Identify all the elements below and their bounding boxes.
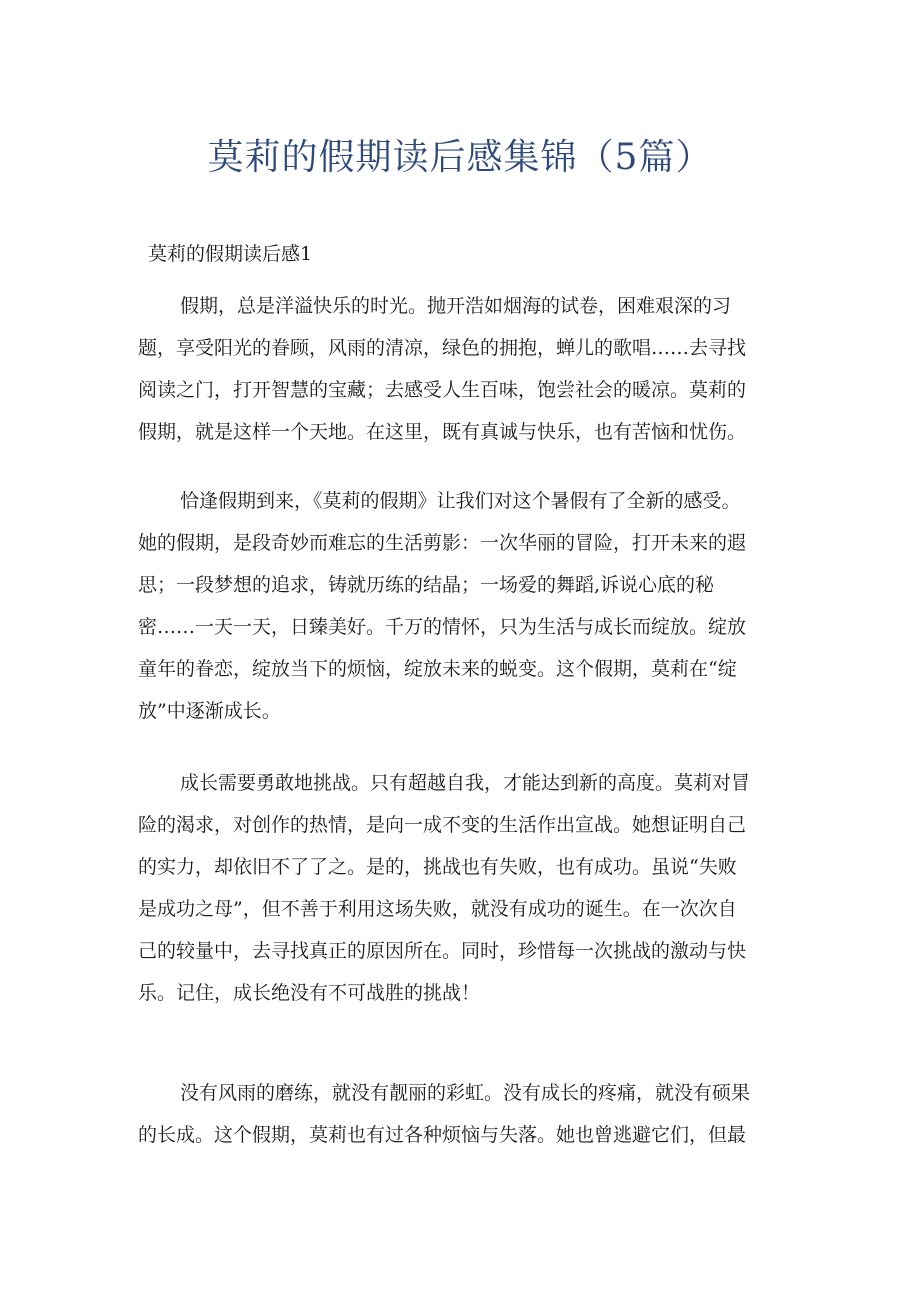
paragraph-line: 是成功之母”，但不善于利用这场失败，就没有成功的诞生。在一次次自 bbox=[138, 898, 737, 920]
paragraph-line: 她的假期，是段奇妙而难忘的生活剪影：一次华丽的冒险，打开未来的遐 bbox=[138, 532, 747, 554]
paragraph-line: 假期，就是这样一个天地。在这里，既有真诚与快乐，也有苦恼和忧伤。 bbox=[138, 421, 747, 443]
paragraph-line: 己的较量中，去寻找真正的原因所在。同时，珍惜每一次挑战的激动与快 bbox=[138, 940, 747, 962]
paragraph-line: 恰逢假期到来，《莫莉的假期》让我们对这个暑假有了全新的感受。 bbox=[180, 490, 741, 512]
paragraph-3 bbox=[138, 762, 790, 1014]
paragraph-line: 阅读之门，打开智慧的宝藏；去感受人生百味，饱尝社会的暖凉。莫莉的 bbox=[138, 379, 747, 401]
paragraph-2 bbox=[138, 480, 790, 732]
paragraph-line: 题，享受阳光的眷顾，风雨的清凉，绿色的拥抱，蝉儿的歌唱……去寻找 bbox=[138, 337, 747, 359]
paragraph-line: 思；一段梦想的追求，铸就历练的结晶；一场爱的舞蹈,诉说心底的秘 bbox=[138, 574, 715, 596]
paragraph-line: 成长需要勇敢地挑战。只有超越自我，才能达到新的高度。莫莉对冒 bbox=[180, 772, 751, 794]
document-title: 莫莉的假期读后感集锦（5篇） bbox=[207, 137, 713, 178]
paragraph-line: 密……一天一天，日臻美好。千万的情怀，只为生活与成长而绽放。绽放 bbox=[138, 616, 747, 638]
paragraph-line: 的实力，却依旧不了了之。是的，挑战也有失败，也有成功。虽说“失败 bbox=[138, 856, 737, 878]
paragraph-line: 没有风雨的磨练，就没有靓丽的彩虹。没有成长的疼痛，就没有硕果 bbox=[180, 1082, 751, 1104]
paragraph-1 bbox=[138, 285, 790, 453]
section-heading: 莫莉的假期读后感1 bbox=[148, 243, 313, 265]
paragraph-line: 童年的眷恋，绽放当下的烦恼，绽放未来的蜕变。这个假期，莫莉在“绽 bbox=[138, 658, 737, 680]
paragraph-line: 乐。记住，成长绝没有不可战胜的挑战！ bbox=[138, 982, 481, 1004]
paragraph-line: 险的渴求，对创作的热情，是向一成不变的生活作出宣战。她想证明自己 bbox=[138, 814, 747, 836]
paragraph-line: 假期，总是洋溢快乐的时光。抛开浩如烟海的试卷，困难艰深的习 bbox=[180, 295, 732, 317]
paragraph-line: 的长成。这个假期，莫莉也有过各种烦恼与失落。她也曾逃避它们，但最 bbox=[138, 1124, 747, 1146]
paragraph-4 bbox=[138, 1072, 790, 1156]
paragraph-line: 放”中逐渐成长。 bbox=[138, 700, 281, 722]
